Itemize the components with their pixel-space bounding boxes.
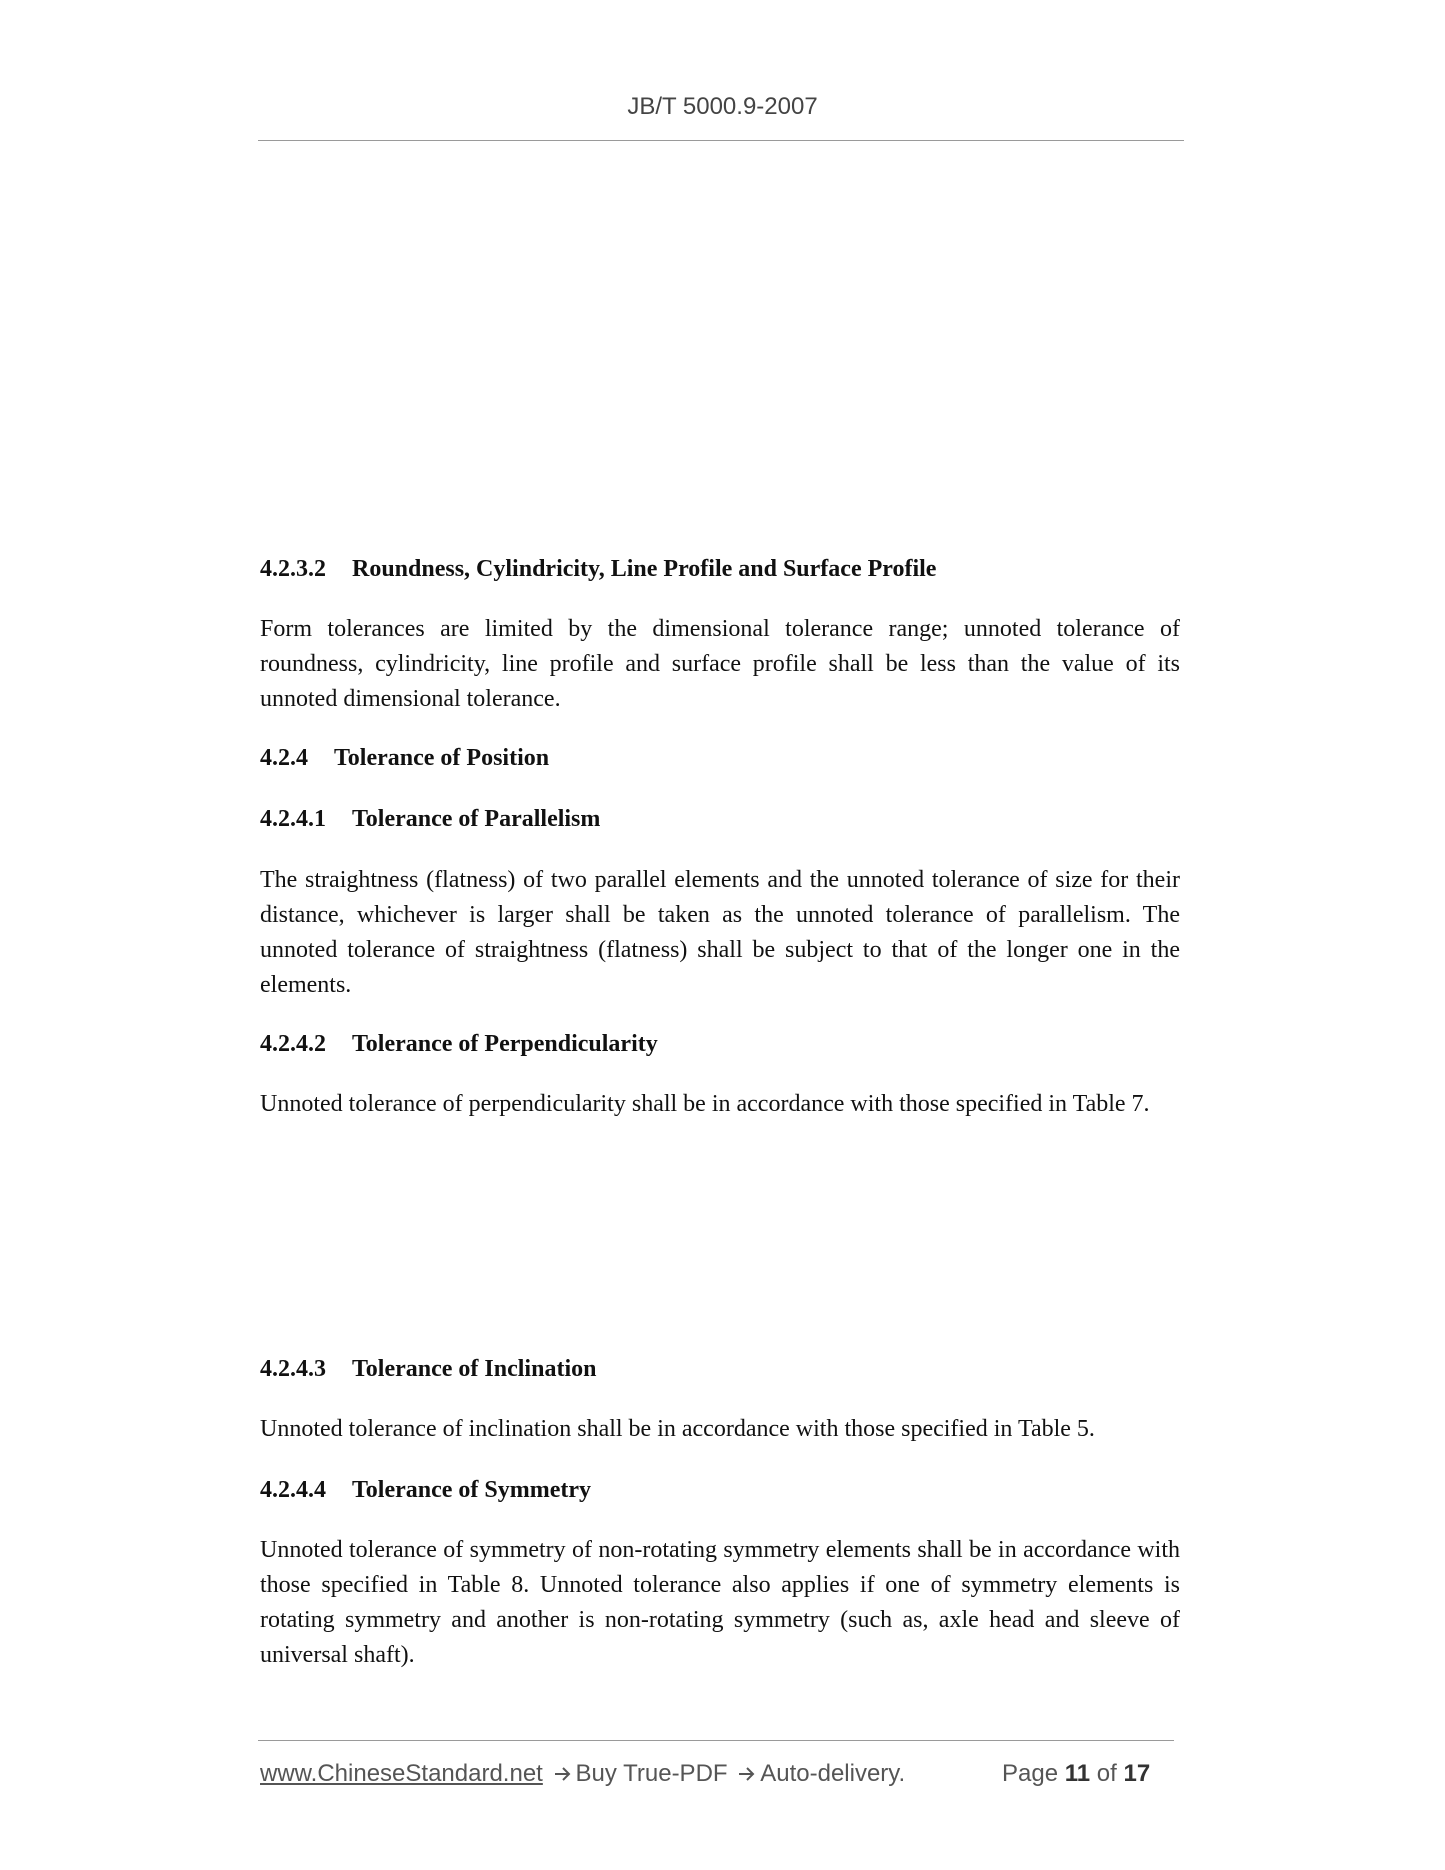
page-number: 11	[1064, 1760, 1091, 1787]
heading-4-2-4-3	[260, 1356, 596, 1383]
right-arrow-icon	[554, 1766, 572, 1782]
paragraph-symmetry: Unnoted tolerance of symmetry of non-rotating symmetry elements shall be in accordance with those specified in Table 8. Unnoted tolerance also applies if one of symmetry elements is rotating symmetry and another is non-rotating symmetry (such as, axle head and sleeve of universal shaft).	[260, 1537, 1180, 1668]
paragraph-perpendicularity: Unnoted tolerance of perpendicularity shall be in accordance with those specified in Table 7.	[260, 1091, 1150, 1117]
auto-delivery-text: Auto-delivery.	[760, 1760, 906, 1787]
page-indicator	[1002, 1760, 1150, 1788]
heading-4-2-4-2	[260, 1031, 658, 1058]
heading-title: Tolerance of Perpendicularity	[352, 1031, 658, 1057]
heading-title: Tolerance of Parallelism	[352, 806, 601, 832]
of-label: of	[1096, 1760, 1117, 1787]
header-title: JB/T 5000.9-2007	[627, 93, 818, 120]
footer	[260, 1760, 1180, 1788]
heading-number: 4.2.4.1	[260, 806, 326, 832]
heading-4-2-3-2	[260, 556, 936, 583]
heading-4-2-4-1	[260, 806, 600, 833]
page-total: 17	[1123, 1760, 1151, 1787]
heading-number: 4.2.4.2	[260, 1031, 326, 1057]
footer-divider	[258, 1740, 1174, 1741]
heading-number: 4.2.4.4	[260, 1477, 326, 1503]
paragraph-roundness: Form tolerances are limited by the dimensional tolerance range; unnoted tolerance of roundness, cylindricity, line profile and surface profile shall be less than the value of its unnoted dimensional tolerance.	[260, 616, 1180, 712]
buy-true-pdf-text: Buy True-PDF	[575, 1760, 728, 1787]
heading-title: Tolerance of Symmetry	[352, 1477, 592, 1503]
heading-4-2-4-4	[260, 1477, 591, 1504]
heading-number: 4.2.4.3	[260, 1356, 326, 1382]
heading-number: 4.2.4	[260, 745, 308, 771]
heading-title: Roundness, Cylindricity, Line Profile and Surface Profile	[352, 556, 937, 582]
right-arrow-icon	[738, 1766, 756, 1782]
heading-4-2-4	[260, 745, 549, 772]
header-divider	[258, 140, 1184, 141]
heading-title: Tolerance of Position	[334, 745, 550, 771]
heading-number: 4.2.3.2	[260, 556, 326, 582]
website-link[interactable]: www.ChineseStandard.net	[260, 1760, 543, 1787]
heading-title: Tolerance of Inclination	[352, 1356, 597, 1382]
paragraph-inclination: Unnoted tolerance of inclination shall be in accordance with those specified in Table 5.	[260, 1416, 1095, 1442]
page-label: Page	[1002, 1760, 1059, 1787]
paragraph-parallelism: The straightness (flatness) of two parallel elements and the unnoted tolerance of size for their distance, whichever is larger shall be taken as the unnoted tolerance of parallelism. The unnoted tolerance of straightness (flatness) shall be subject to that of the longer one in the elements.	[260, 867, 1180, 998]
